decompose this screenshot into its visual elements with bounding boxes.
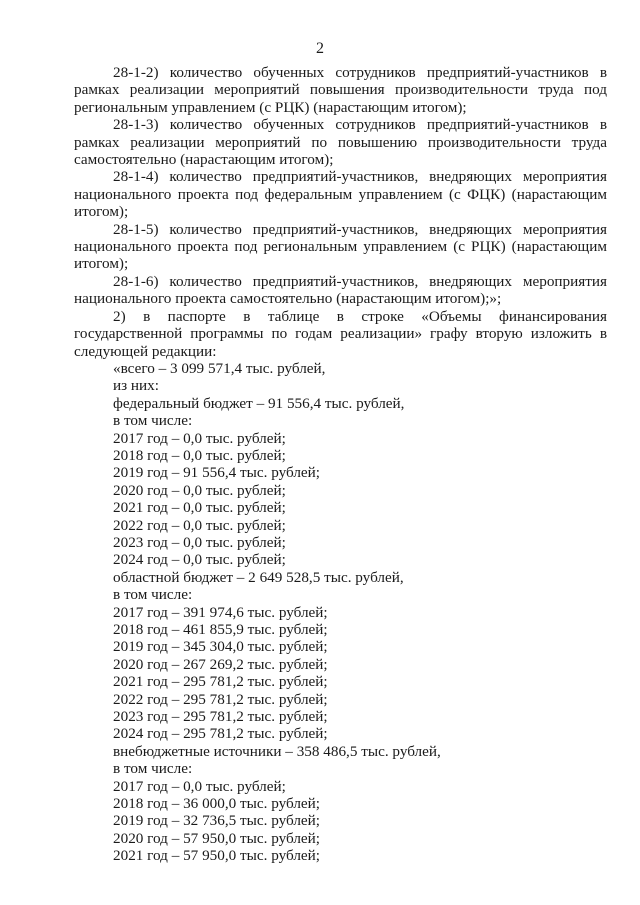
regional-year-line: 2021 год – 295 781,2 тыс. рублей; xyxy=(113,673,328,691)
federal-year-line: 2017 год – 0,0 тыс. рублей; xyxy=(113,429,286,447)
funding-line: из них: xyxy=(113,377,159,395)
regional-year-line: 2024 год – 295 781,2 тыс. рублей; xyxy=(113,725,328,743)
federal-year-line: 2023 год – 0,0 тыс. рублей; xyxy=(113,533,286,551)
federal-year-line: 2021 год – 0,0 тыс. рублей; xyxy=(113,499,286,517)
paragraph-passport-amendment: 2) в паспорте в таблице в строке «Объемы финансирования государственной программы по годам реализации» графу вторую изложить в следующей редакции: xyxy=(74,307,607,360)
regional-year-line: 2022 год – 295 781,2 тыс. рублей; xyxy=(113,690,328,708)
regional-year-line: 2023 год – 295 781,2 тыс. рублей; xyxy=(113,708,328,726)
paragraph-28-1-5: 28-1-5) количество предприятий-участников, внедряющих мероприятия национального проекта под региональным управлением (с РЦК) (нарастающим итогом); xyxy=(74,220,607,273)
federal-year-line: 2020 год – 0,0 тыс. рублей; xyxy=(113,481,286,499)
regional-budget-line: областной бюджет – 2 649 528,5 тыс. рублей, xyxy=(113,568,404,586)
funding-line: в том числе: xyxy=(113,412,193,430)
paragraph-28-1-4: 28-1-4) количество предприятий-участников, внедряющих мероприятия национального проекта под федеральным управлением (с ФЦК) (нарастающим итогом); xyxy=(74,168,607,221)
funding-total-line: «всего – 3 099 571,4 тыс. рублей, xyxy=(113,359,326,377)
federal-year-line: 2019 год – 91 556,4 тыс. рублей; xyxy=(113,464,321,482)
regional-year-line: 2017 год – 391 974,6 тыс. рублей; xyxy=(113,603,328,621)
funding-line: в том числе: xyxy=(113,586,193,604)
extrabudgetary-year-line: 2019 год – 32 736,5 тыс. рублей; xyxy=(113,812,321,830)
federal-budget-line: федеральный бюджет – 91 556,4 тыс. рублей, xyxy=(113,394,405,412)
page-number: 2 xyxy=(316,40,324,57)
paragraph-28-1-3: 28-1-3) количество обученных сотрудников предприятий-участников в рамках реализации мероприятий по повышению производительности труда самостоятельно (нарастающим итогом); xyxy=(74,116,607,169)
extrabudgetary-year-line: 2021 год – 57 950,0 тыс. рублей; xyxy=(113,847,321,865)
extrabudgetary-line: внебюджетные источники – 358 486,5 тыс. рублей, xyxy=(113,742,441,760)
federal-year-line: 2018 год – 0,0 тыс. рублей; xyxy=(113,446,286,464)
document-body xyxy=(74,64,607,865)
regional-year-line: 2019 год – 345 304,0 тыс. рублей; xyxy=(113,638,328,656)
regional-year-line: 2020 год – 267 269,2 тыс. рублей; xyxy=(113,655,328,673)
extrabudgetary-year-line: 2017 год – 0,0 тыс. рублей; xyxy=(113,777,286,795)
paragraph-28-1-2: 28-1-2) количество обученных сотрудников предприятий-участников в рамках реализации мероприятий повышения производительности труда под региональным управлением (с РЦК) (нарастающим итогом); xyxy=(74,64,607,116)
paragraph-28-1-6: 28-1-6) количество предприятий-участников, внедряющих мероприятия национального проекта самостоятельно (нарастающим итогом);»; xyxy=(74,272,607,308)
federal-year-line: 2024 год – 0,0 тыс. рублей; xyxy=(113,551,286,569)
federal-year-line: 2022 год – 0,0 тыс. рублей; xyxy=(113,516,286,534)
funding-line: в том числе: xyxy=(113,760,193,778)
extrabudgetary-year-line: 2020 год – 57 950,0 тыс. рублей; xyxy=(113,829,321,847)
regional-year-line: 2018 год – 461 855,9 тыс. рублей; xyxy=(113,621,328,638)
extrabudgetary-year-line: 2018 год – 36 000,0 тыс. рублей; xyxy=(113,795,321,813)
